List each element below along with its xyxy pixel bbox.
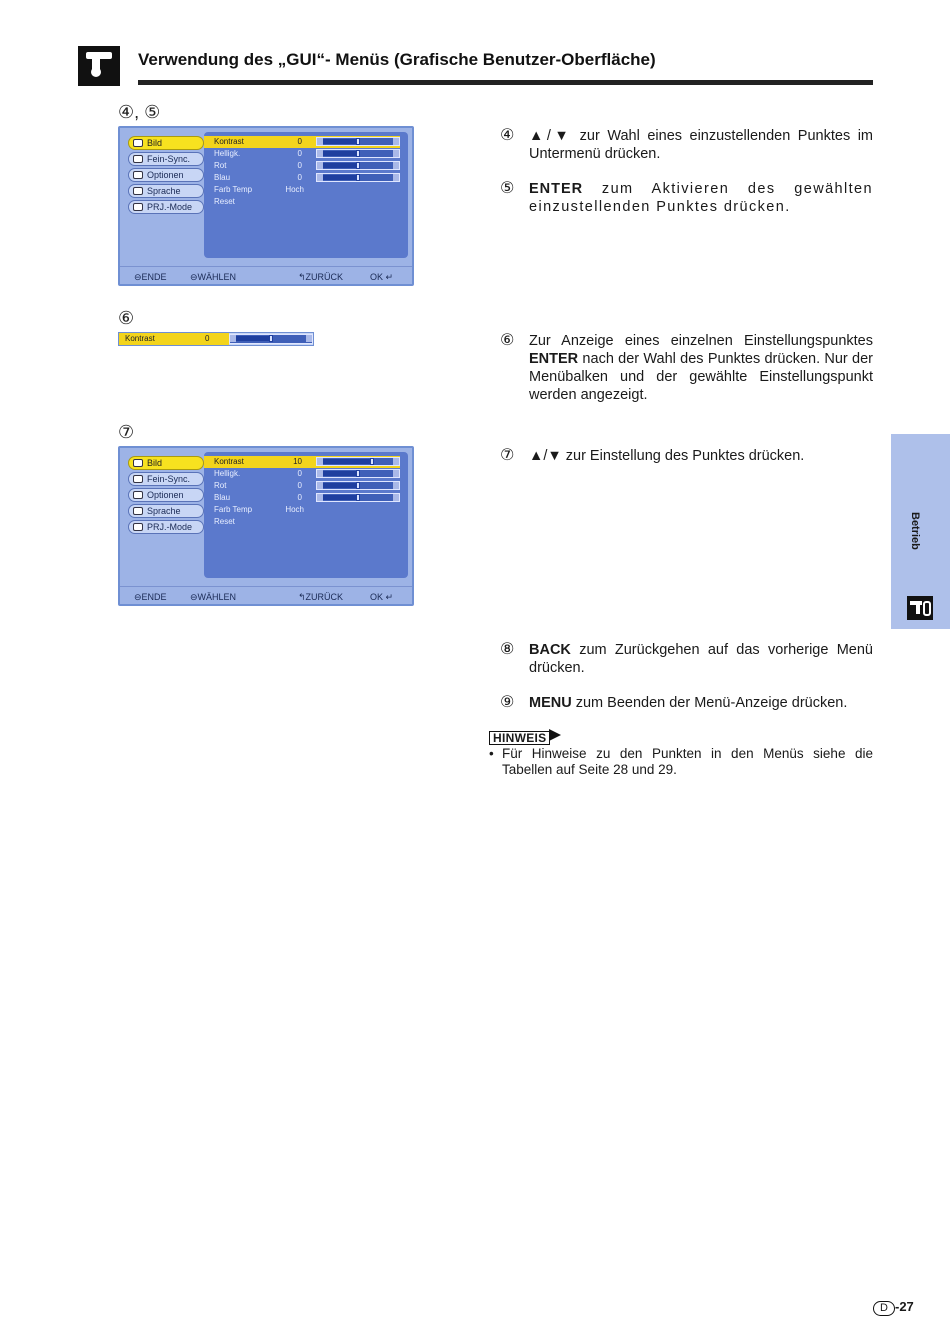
slider-rot[interactable] <box>316 481 400 490</box>
page-title: Verwendung des „GUI“- Menüs (Grafische Benutzer-Oberfläche) <box>138 50 656 69</box>
speech-icon <box>133 187 143 195</box>
submenu-panel <box>204 132 408 258</box>
menu-footer <box>120 586 412 606</box>
slider-kontrast[interactable] <box>316 457 400 466</box>
instruction-6: ⑥ Zur Anzeige eines einzelnen Einstellungspunktes ENTER nach der Wahl des Punktes drücken. Nur der Menübalken und der gewählte Einstellungspunkt werden angezeigt. <box>500 332 873 403</box>
slider-blau[interactable] <box>316 493 400 502</box>
slider-blau[interactable] <box>316 173 400 182</box>
footer-zurueck: ↰ZURÜCK <box>298 592 344 602</box>
menu-item-bild[interactable]: Bild <box>128 456 204 470</box>
single-slider[interactable] <box>229 334 313 344</box>
step-label-7: ⑦ <box>118 422 135 442</box>
instruction-5: ⑤ ENTER zum Aktivieren des gewählten einzustellenden Punktes drücken. <box>500 180 873 215</box>
instruction-4: ④ ▲/▼ zur Wahl eines einzustellenden Punktes im Untermenü drücken. <box>500 127 873 162</box>
row-rot[interactable]: Rot 0 <box>204 480 400 492</box>
single-setting-bar <box>118 332 314 346</box>
row-blau[interactable]: Blau 0 <box>204 492 400 504</box>
row-kontrast[interactable]: Kontrast 0 <box>204 136 400 148</box>
options-icon <box>133 491 143 499</box>
row-helligk[interactable]: Helligk. 0 <box>204 468 400 480</box>
menu-footer <box>120 266 412 286</box>
step-label-6: ⑥ <box>118 308 135 328</box>
instruction-9: ⑨ MENU zum Beenden der Menü-Anzeige drücken. <box>500 694 848 711</box>
main-menu <box>128 136 204 216</box>
speech-icon <box>133 507 143 515</box>
footer-waehlen: ⊖WÄHLEN <box>190 272 237 282</box>
row-farb-temp[interactable]: Farb Temp Hoch <box>214 185 304 194</box>
row-rot[interactable]: Rot 0 <box>204 160 400 172</box>
slider-rot[interactable] <box>316 161 400 170</box>
chapter-tab-label: Betrieb <box>909 512 921 550</box>
menu-item-sprache[interactable]: Sprache <box>128 504 204 518</box>
slider-helligk[interactable] <box>316 149 400 158</box>
menu-item-optionen[interactable]: Optionen <box>128 488 204 502</box>
instruction-7: ⑦ ▲/▼ zur Einstellung des Punktes drücken. <box>500 447 805 464</box>
footer-ende: ⊖ENDE <box>134 272 167 282</box>
gui-screen-2 <box>118 446 414 606</box>
hinweis-note: • Für Hinweise zu den Punkten in den Menüs siehe die Tabellen auf Seite 28 und 29. <box>489 746 873 777</box>
footer-ok: OK ↵ <box>370 272 394 282</box>
step-label-4-5: ④, ⑤ <box>118 102 161 122</box>
single-setting-label: Kontrast 0 <box>119 333 229 345</box>
gui-screen-1 <box>118 126 414 286</box>
picture-icon <box>133 459 143 467</box>
footer-ok: OK ↵ <box>370 592 394 602</box>
arrow-right-icon <box>549 729 561 741</box>
chapter-tab <box>891 434 950 629</box>
row-reset[interactable]: Reset <box>214 517 235 526</box>
menu-item-prj-mode[interactable]: PRJ.-Mode <box>128 520 204 534</box>
row-kontrast[interactable]: Kontrast 10 <box>204 456 400 468</box>
slider-kontrast[interactable] <box>316 137 400 146</box>
row-helligk[interactable]: Helligk. 0 <box>204 148 400 160</box>
footer-zurueck: ↰ZURÜCK <box>298 272 344 282</box>
menu-item-fein-sync[interactable]: Fein-Sync. <box>128 472 204 486</box>
hinweis-label: HINWEIS <box>489 729 561 743</box>
projector-icon <box>133 523 143 531</box>
menu-item-optionen[interactable]: Optionen <box>128 168 204 182</box>
menu-item-prj-mode[interactable]: PRJ.-Mode <box>128 200 204 214</box>
submenu-panel <box>204 452 408 578</box>
menu-item-fein-sync[interactable]: Fein-Sync. <box>128 152 204 166</box>
sync-icon <box>133 475 143 483</box>
footer-waehlen: ⊖WÄHLEN <box>190 592 237 602</box>
projector-icon <box>133 203 143 211</box>
footer-ende: ⊖ENDE <box>134 592 167 602</box>
page-number: D -27 <box>873 1299 914 1316</box>
sync-icon <box>133 155 143 163</box>
menu-item-sprache[interactable]: Sprache <box>128 184 204 198</box>
section-hand-icon <box>78 46 120 86</box>
header-rule <box>138 80 873 85</box>
row-farb-temp[interactable]: Farb Temp Hoch <box>214 505 304 514</box>
instruction-8: ⑧ BACK zum Zurückgehen auf das vorherige Menü drücken. <box>500 641 873 676</box>
row-reset[interactable]: Reset <box>214 197 235 206</box>
row-blau[interactable]: Blau 0 <box>204 172 400 184</box>
menu-item-bild[interactable]: Bild <box>128 136 204 150</box>
options-icon <box>133 171 143 179</box>
slider-helligk[interactable] <box>316 469 400 478</box>
main-menu <box>128 456 204 536</box>
picture-icon <box>133 139 143 147</box>
operation-icon <box>907 596 933 620</box>
